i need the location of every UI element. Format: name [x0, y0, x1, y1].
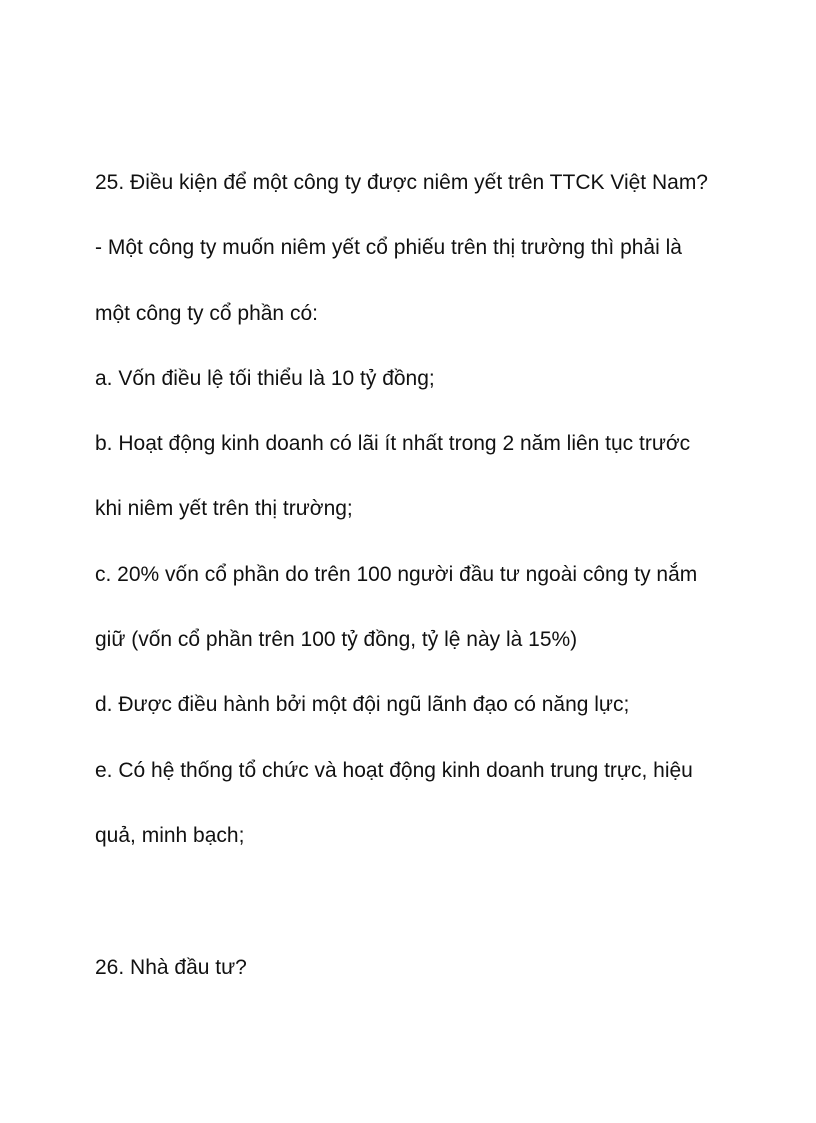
- list-item-d: d. Được điều hành bởi một đội ngũ lãnh đạo có năng lực;: [95, 693, 630, 716]
- list-item-e-continued: quả, minh bạch;: [95, 824, 245, 847]
- list-item-b-continued: khi niêm yết trên thị trường;: [95, 497, 353, 520]
- paragraph-line: một công ty cổ phần có:: [95, 302, 318, 325]
- question-25-heading: 25. Điều kiện để một công ty được niêm yết trên TTCK Việt Nam?: [95, 171, 708, 194]
- paragraph-line: - Một công ty muốn niêm yết cổ phiếu trên thị trường thì phải là: [95, 236, 682, 259]
- list-item-c: c. 20% vốn cổ phần do trên 100 người đầu tư ngoài công ty nắm: [95, 563, 698, 586]
- list-item-e: e. Có hệ thống tổ chức và hoạt động kinh doanh trung trực, hiệu: [95, 759, 693, 782]
- list-item-a: a. Vốn điều lệ tối thiểu là 10 tỷ đồng;: [95, 367, 435, 390]
- list-item-b: b. Hoạt động kinh doanh có lãi ít nhất trong 2 năm liên tục trước: [95, 432, 691, 455]
- question-26-heading: 26. Nhà đầu tư?: [95, 956, 247, 979]
- list-item-c-continued: giữ (vốn cổ phần trên 100 tỷ đồng, tỷ lệ này là 15%): [95, 628, 578, 651]
